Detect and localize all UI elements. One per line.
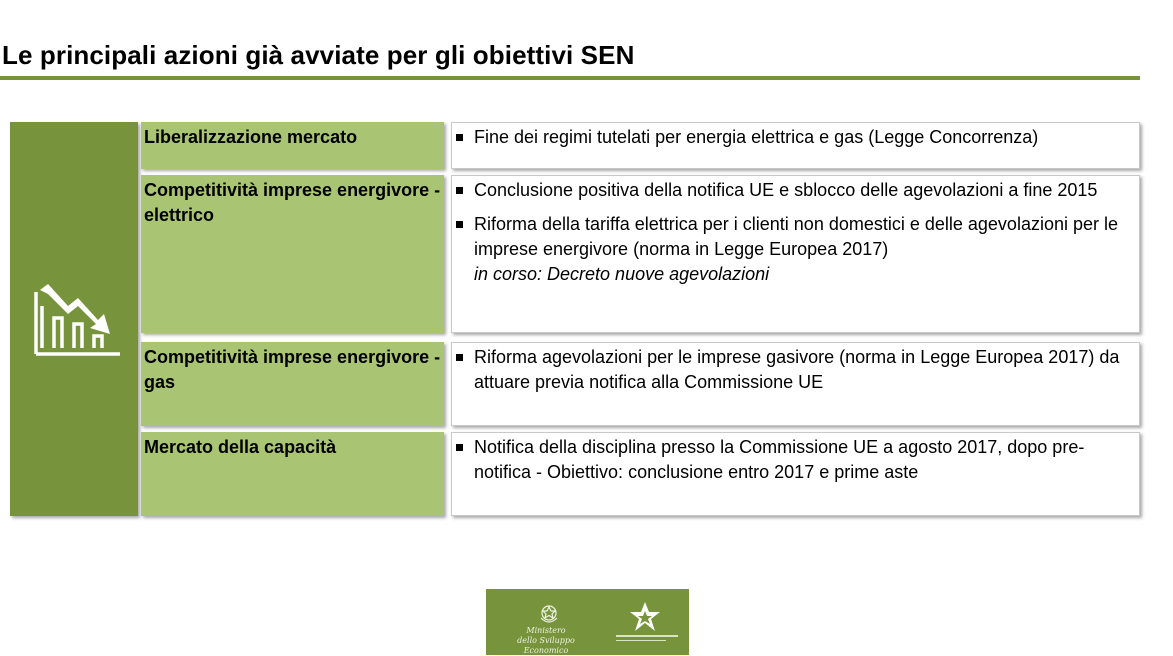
bullet-text: Notifica della disciplina presso la Commissione UE a agosto 2017, dopo pre-notifica - Obiettivo: conclusione entro 2017 e prime aste: [474, 437, 1085, 482]
row-category-label: Mercato della capacità: [144, 437, 337, 457]
environment-logo-text: [616, 635, 678, 641]
row-category-label: Competitività imprese energivore - gas: [144, 347, 441, 392]
bullet-note: in corso: Decreto nuove agevolazioni: [474, 264, 770, 284]
bullet-text: Riforma agevolazioni per le imprese gasivore (norma in Legge Europea 2017) da attuare previa notifica alla Commissione UE: [474, 347, 1120, 392]
row-category-energivore-gas: [141, 342, 444, 426]
row-description-energivore-gas: [451, 342, 1140, 426]
italian-emblem-icon: [538, 602, 560, 626]
bullet-item: [456, 125, 1135, 150]
declining-chart-icon: [34, 284, 122, 356]
title-underline: [0, 76, 1140, 80]
footer-logos: [486, 589, 689, 655]
bullet-square-icon: [456, 134, 463, 141]
ministry-logo-line: Ministero: [526, 626, 566, 635]
row-category-label: Liberalizzazione mercato: [144, 127, 358, 147]
row-description-energivore-elettrico: [451, 175, 1140, 333]
bullet-text: Riforma della tariffa elettrica per i clienti non domestici e delle agevolazioni per le imprese energivore (norma in Legge Europea 2017): [474, 214, 1119, 259]
row-category-energivore-elettrico: [141, 175, 444, 333]
page-title: Le principali azioni già avviate per gli obiettivi SEN: [2, 40, 635, 70]
bullet-square-icon: [456, 187, 463, 194]
bullet-item: [456, 435, 1135, 485]
bullet-text: Fine dei regimi tutelati per energia elettrica e gas (Legge Concorrenza): [474, 127, 1039, 147]
row-description-liberalizzazione: [451, 122, 1140, 169]
star-emblem-icon: [628, 601, 662, 633]
ministry-logo-line: dello Sviluppo Economico: [517, 636, 575, 655]
row-description-mercato-capacita: [451, 432, 1140, 516]
bullet-item: [456, 212, 1135, 287]
bullet-square-icon: [456, 354, 463, 361]
bullet-text: Conclusione positiva della notifica UE e sblocco delle agevolazioni a fine 2015: [474, 180, 1098, 200]
icon-panel: [10, 122, 138, 516]
ministry-logo-text: [498, 626, 594, 656]
bullet-item: [456, 345, 1135, 395]
row-category-mercato-capacita: [141, 432, 444, 516]
row-category-liberalizzazione: [141, 122, 444, 169]
bullet-item: [456, 178, 1135, 203]
bullet-square-icon: [456, 221, 463, 228]
bullet-square-icon: [456, 444, 463, 451]
row-category-label: Competitività imprese energivore - elettrico: [144, 180, 441, 225]
